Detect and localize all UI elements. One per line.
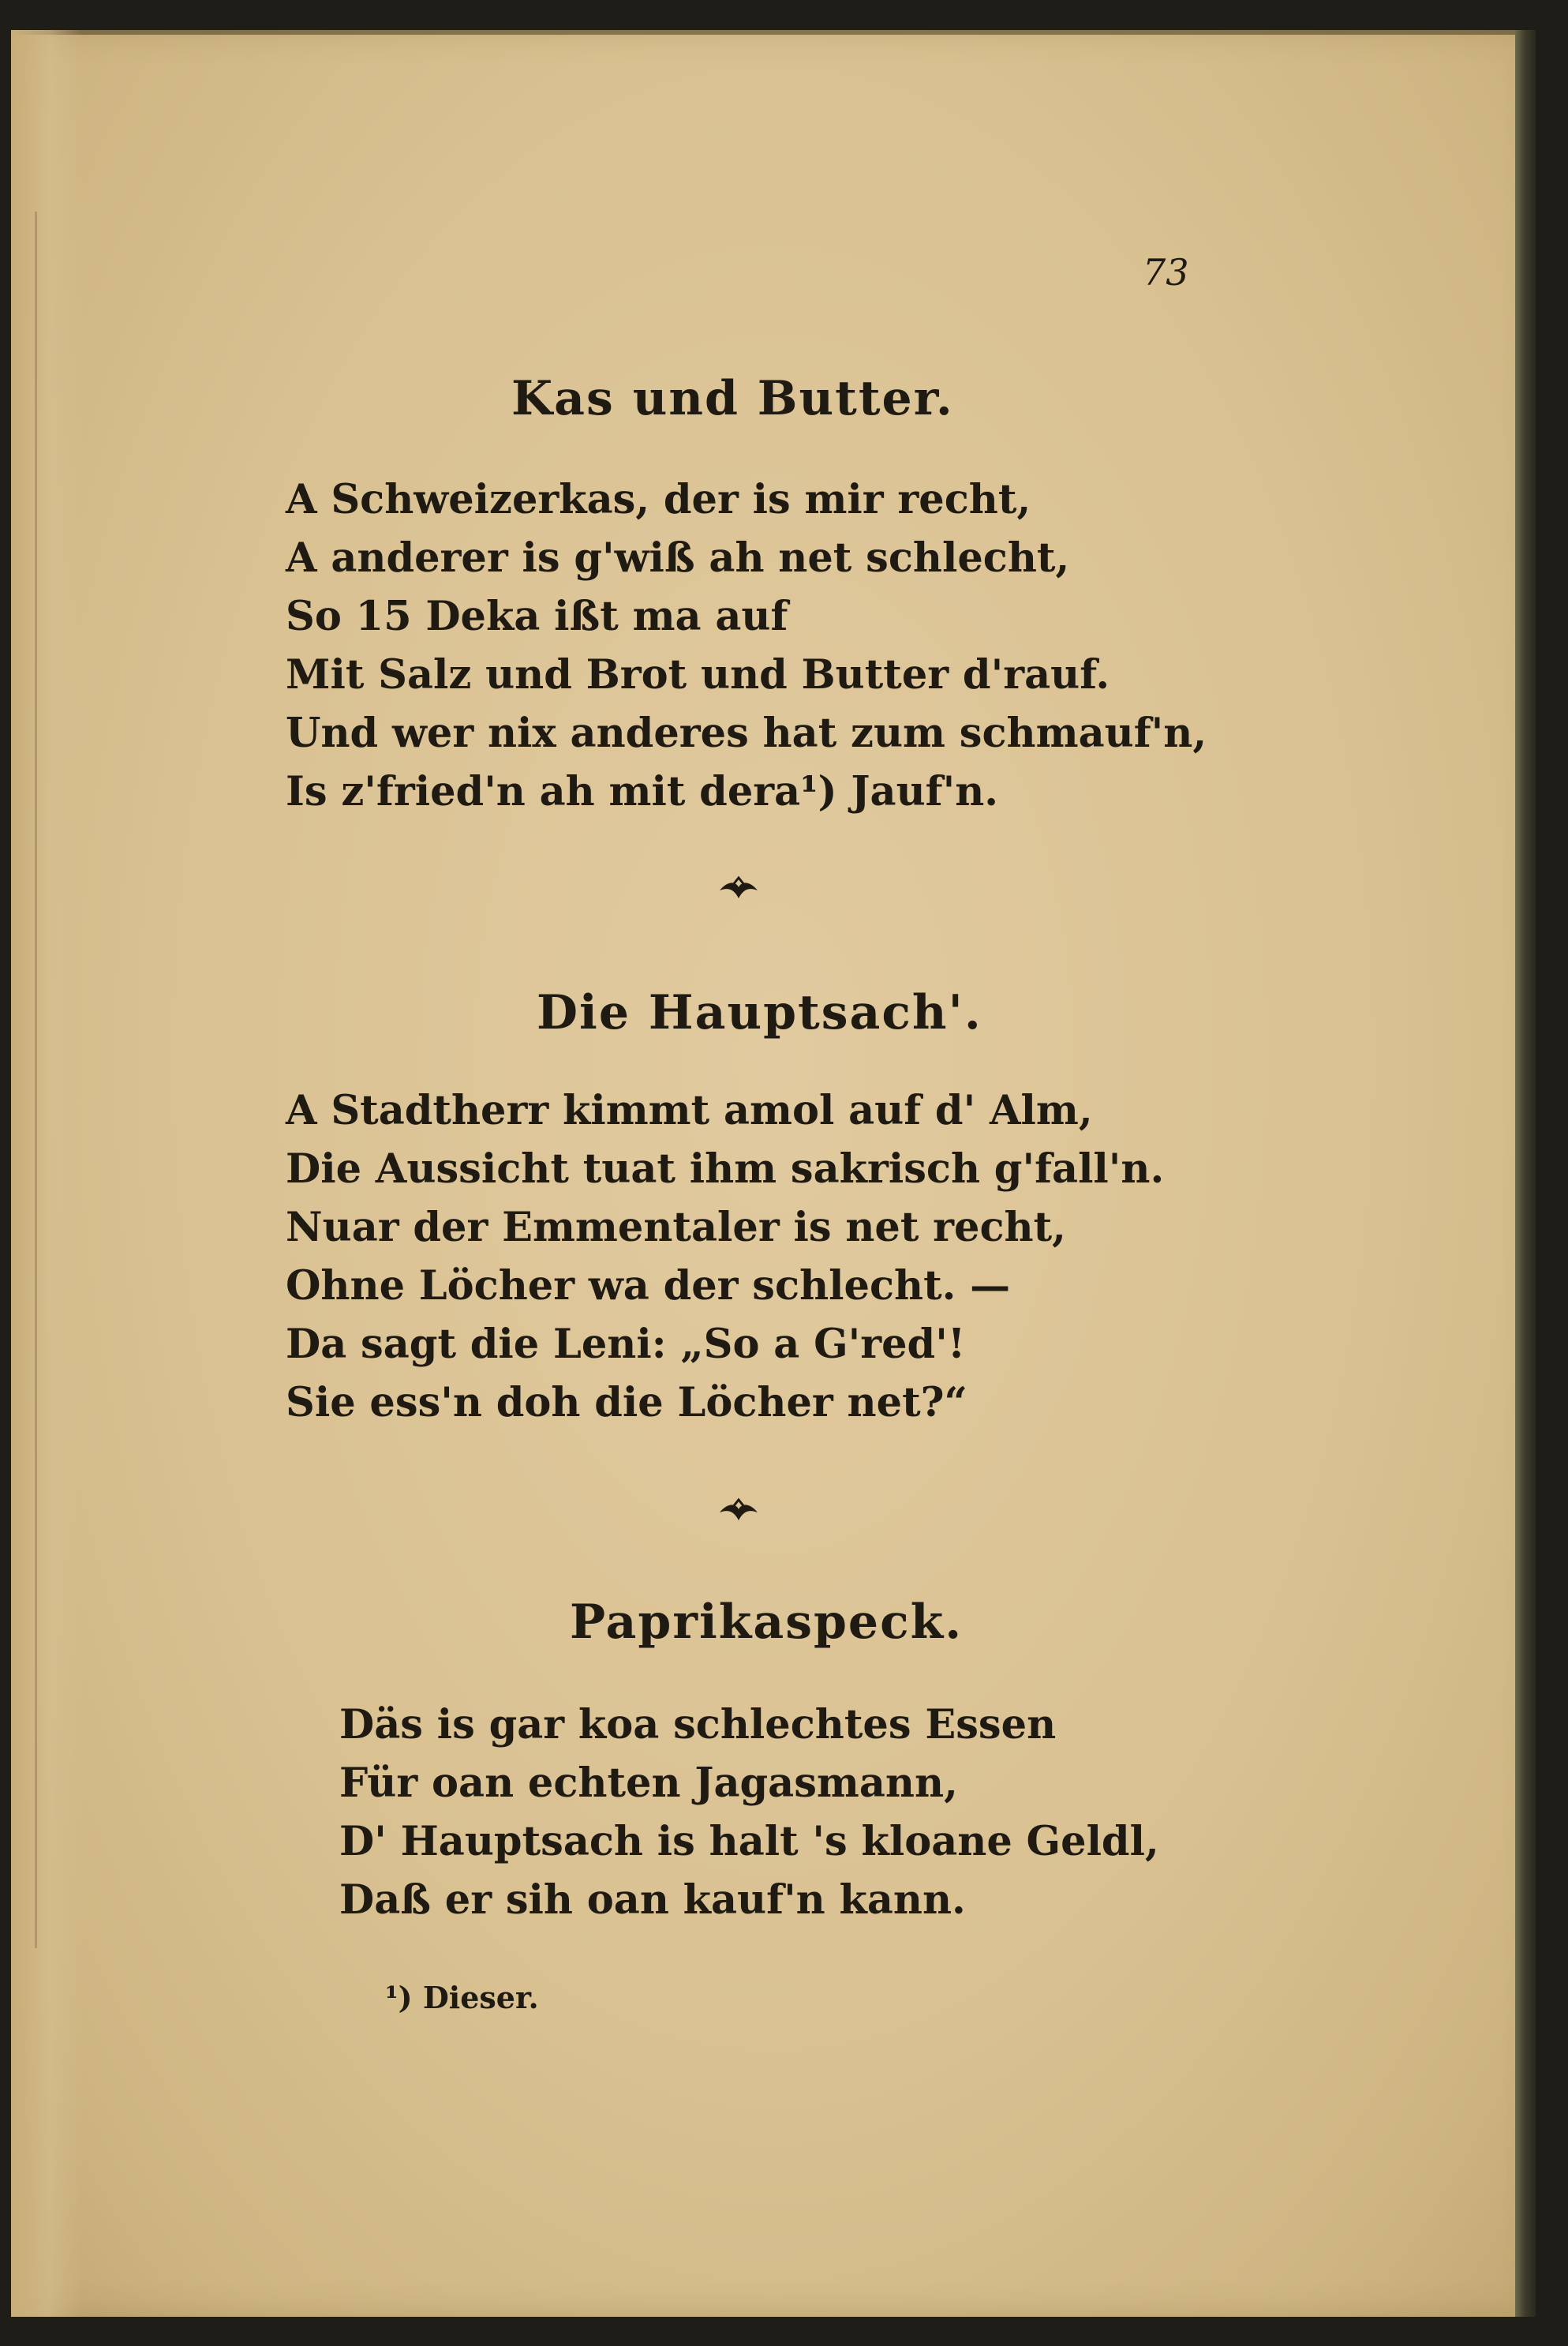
poem-line: Nuar der Emmentaler is net recht, [286,1204,1066,1251]
poem-line: D' Hauptsach is halt 's kloane Geldl, [339,1818,1159,1865]
gutter-stitch-line [35,212,37,1948]
page-number: 73 [1143,251,1189,294]
poem-line: Und wer nix anderes hat zum schmauf'n, [286,710,1207,757]
poem-line: Däs is gar koa schlechtes Essen [339,1701,1057,1748]
poem-stanza-die-hauptsach [286,1081,1164,1432]
poem-title-die-hauptsach: Die Hauptsach'. [537,985,982,1040]
poem-line: Sie ess'n doh die Löcher net?“ [286,1379,967,1426]
poem-stanza-paprikaspeck [339,1696,1159,1929]
fleuron-icon [715,1497,762,1528]
poem-line: A Schweizerkas, der is mir recht, [286,476,1031,523]
poem-title-paprikaspeck: Paprikaspeck. [570,1595,964,1650]
poem-line: A Stadtherr kimmt amol auf d' Alm, [286,1087,1093,1134]
page-gutter [11,30,82,2317]
footnote: ¹) Dieser. [385,1980,539,2015]
poem-line: Is z'fried'n ah mit dera¹) Jauf'n. [286,768,999,815]
fleuron-icon [715,875,762,906]
poem-line: A anderer is g'wiß ah net schlecht, [286,534,1070,582]
poem-line: Ohne Löcher wa der schlecht. — [286,1262,1011,1310]
poem-line: Daß er sih oan kauf'n kann. [339,1876,966,1924]
page-right-edge [1515,30,1536,2317]
poem-line: Mit Salz und Brot und Butter d'rauf. [286,651,1110,699]
poem-line: Für oan echten Jagasmann, [339,1760,958,1807]
poem-title-kas-und-butter: Kas und Butter. [511,371,954,426]
poem-line: Da sagt die Leni: „So a G'red'! [286,1321,966,1368]
poem-stanza-kas-und-butter [286,470,1207,821]
poem-line: Die Aussicht tuat ihm sakrisch g'fall'n. [286,1145,1165,1193]
poem-line: So 15 Deka ißt ma auf [286,593,788,640]
page-top-edge [11,30,1536,35]
